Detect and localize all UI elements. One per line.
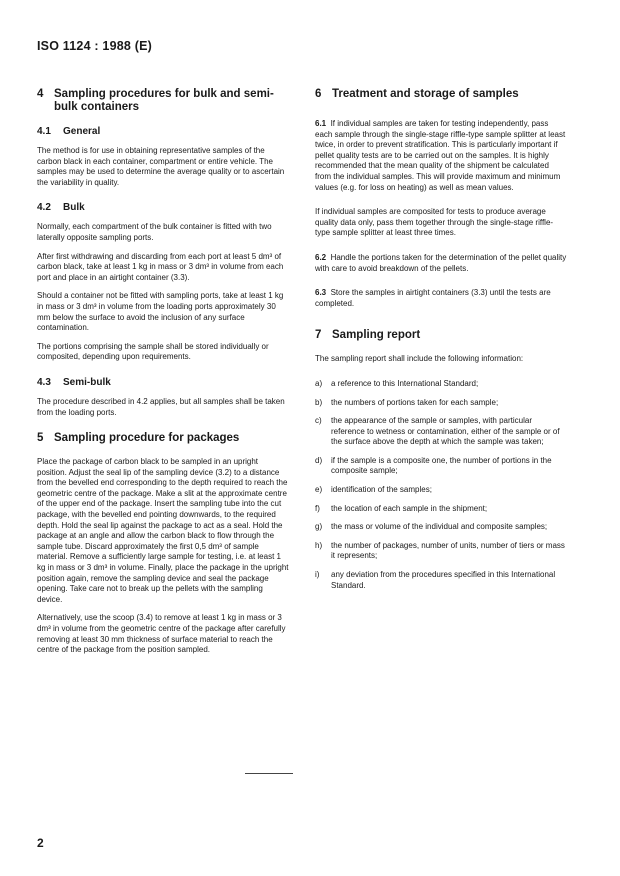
right-column — [315, 88, 567, 599]
section-4-3-heading: 4.3 Semi-bulk — [37, 376, 111, 388]
left-column — [37, 88, 289, 664]
list-item — [315, 456, 567, 477]
paragraph: After first withdrawing and discarding from each port at least 5 dm³ of carbon black, take at least 1 kg in mass or 3 dm³ in volume from each port and place in an airtight container (3.3). — [37, 251, 284, 282]
list-item — [315, 504, 567, 515]
list-text: the mass or volume of the individual and composite samples; — [331, 522, 548, 532]
section-4-heading: 4 Sampling procedures for bulk and semi-bulk containers — [37, 88, 289, 114]
list-marker: b) — [315, 397, 323, 407]
list-item — [315, 541, 567, 562]
list-item — [315, 379, 567, 390]
document-header: ISO 1124 : 1988 (E) — [37, 39, 152, 53]
paragraph: The procedure described in 4.2 applies, but all samples shall be taken from the loading ports. — [37, 396, 285, 417]
paragraph: The method is for use in obtaining representative samples of the carbon black in each container, compartment or entire vehicle. The samples may be used to determine the average quality or to ascertain the variability in quality. — [37, 146, 285, 187]
list-text: the appearance of the sample or samples, with particular reference to wetness or contamination, either of the sample or of the surface above the depth at which the sample was taken; — [331, 416, 560, 447]
paragraph-6-1: 6.1 If individual samples are taken for testing independently, pass each sample through the single-stage riffle-type sample splitter at least twice, in order to prevent stratification. This is particularly important if pellet quality tests are to be carried out on the samples. It is highly recommended that the mean quality of the shipment be calculated from the individual samples. This will provide maximum and minimum values (e.g. for loss on heating) as well as mean values. — [315, 119, 566, 192]
list-text: the location of each sample in the shipment; — [331, 503, 488, 513]
section-6-heading: 6 Treatment and storage of samples — [315, 88, 519, 100]
page-number: 2 — [37, 836, 44, 850]
paragraph: If individual samples are composited for tests to produce average quality data only, pass them together through the single-stage riffle-type sample splitter at least three times. — [315, 207, 554, 238]
footnote-rule — [245, 773, 293, 774]
paragraph: The portions comprising the sample shall be stored individually or composited, depending upon requirements. — [37, 341, 269, 362]
list-marker: i) — [315, 570, 320, 580]
section-7-heading: 7 Sampling report — [315, 329, 421, 342]
paragraph: Place the package of carbon black to be sampled in an upright position. Adjust the seal lip of the sampling device (3.2) to a distance from the bevelled end corresponding to the depth required to reach the geometric centre of the package. Make a slit at the approximate centre of the upper end of the package. Insert the sampling tube into the cut package, with the bevelled end pointing downwards, to the required depth. Hold the seal lip against the package to act as a seal. Hold the package at an angle and allow the carbon black to flow through the sample tube. Discard approximately the first 0,5 dm³ of sample material. Remove a sufficiently large sample for testing, i.e. at least 1 kg in mass or 3 dm³ in volume. Finally, place the package in the upright position again, remove the sampling device and seal the package opening. Take care not to break up the pellets with the sampling device. — [37, 457, 289, 604]
paragraph-6-3: 6.3 Store the samples in airtight containers (3.3) until the tests are completed. — [315, 288, 551, 308]
section-4-1-heading: 4.1 General — [37, 126, 101, 137]
list-item — [315, 570, 567, 591]
paragraph: Should a container not be fitted with sampling ports, take at least 1 kg in mass or 3 dm³ in volume from the loading ports approximately 30 mm below the surface to avoid the inclusion of any surface contamination. — [37, 291, 284, 333]
paragraph: The sampling report shall include the following information: — [315, 354, 524, 364]
report-items-list — [315, 379, 567, 591]
list-item — [315, 398, 567, 409]
section-5-heading: 5 Sampling procedure for packages — [37, 432, 240, 445]
list-item — [315, 522, 567, 533]
list-marker: g) — [315, 522, 323, 532]
list-text: a reference to this International Standard; — [331, 378, 479, 388]
section-4-title: Sampling procedures for bulk and semi-bulk containers — [54, 88, 274, 113]
list-text: identification of the samples; — [331, 485, 432, 495]
paragraph: Normally, each compartment of the bulk container is fitted with two laterally opposite sampling ports. — [37, 222, 272, 242]
list-marker: f) — [315, 503, 320, 513]
section-4-2-heading: 4.2 Bulk — [37, 202, 85, 214]
list-marker: d) — [315, 455, 323, 465]
list-marker: e) — [315, 485, 323, 495]
list-marker: a) — [315, 378, 323, 388]
list-marker: h) — [315, 540, 323, 550]
list-item — [315, 416, 567, 448]
list-text: if the sample is a composite one, the number of portions in the composite sample; — [331, 455, 552, 476]
list-text: the numbers of portions taken for each sample; — [331, 397, 499, 407]
list-text: the number of packages, number of units, number of tiers or mass it represents; — [331, 540, 565, 561]
list-marker: c) — [315, 416, 322, 426]
list-text: any deviation from the procedures specified in this International Standard. — [331, 570, 556, 590]
list-item — [315, 485, 567, 496]
paragraph-6-2: 6.2 Handle the portions taken for the determination of the pellet quality with care to avoid breakdown of the pellets. — [315, 252, 567, 273]
paragraph: Alternatively, use the scoop (3.4) to remove at least 1 kg in mass or 3 dm³ in volume from the geometric centre of the package after carefully removing at least 30 mm thickness of surface material to reach the centre of the package from the position sampled. — [37, 613, 286, 655]
